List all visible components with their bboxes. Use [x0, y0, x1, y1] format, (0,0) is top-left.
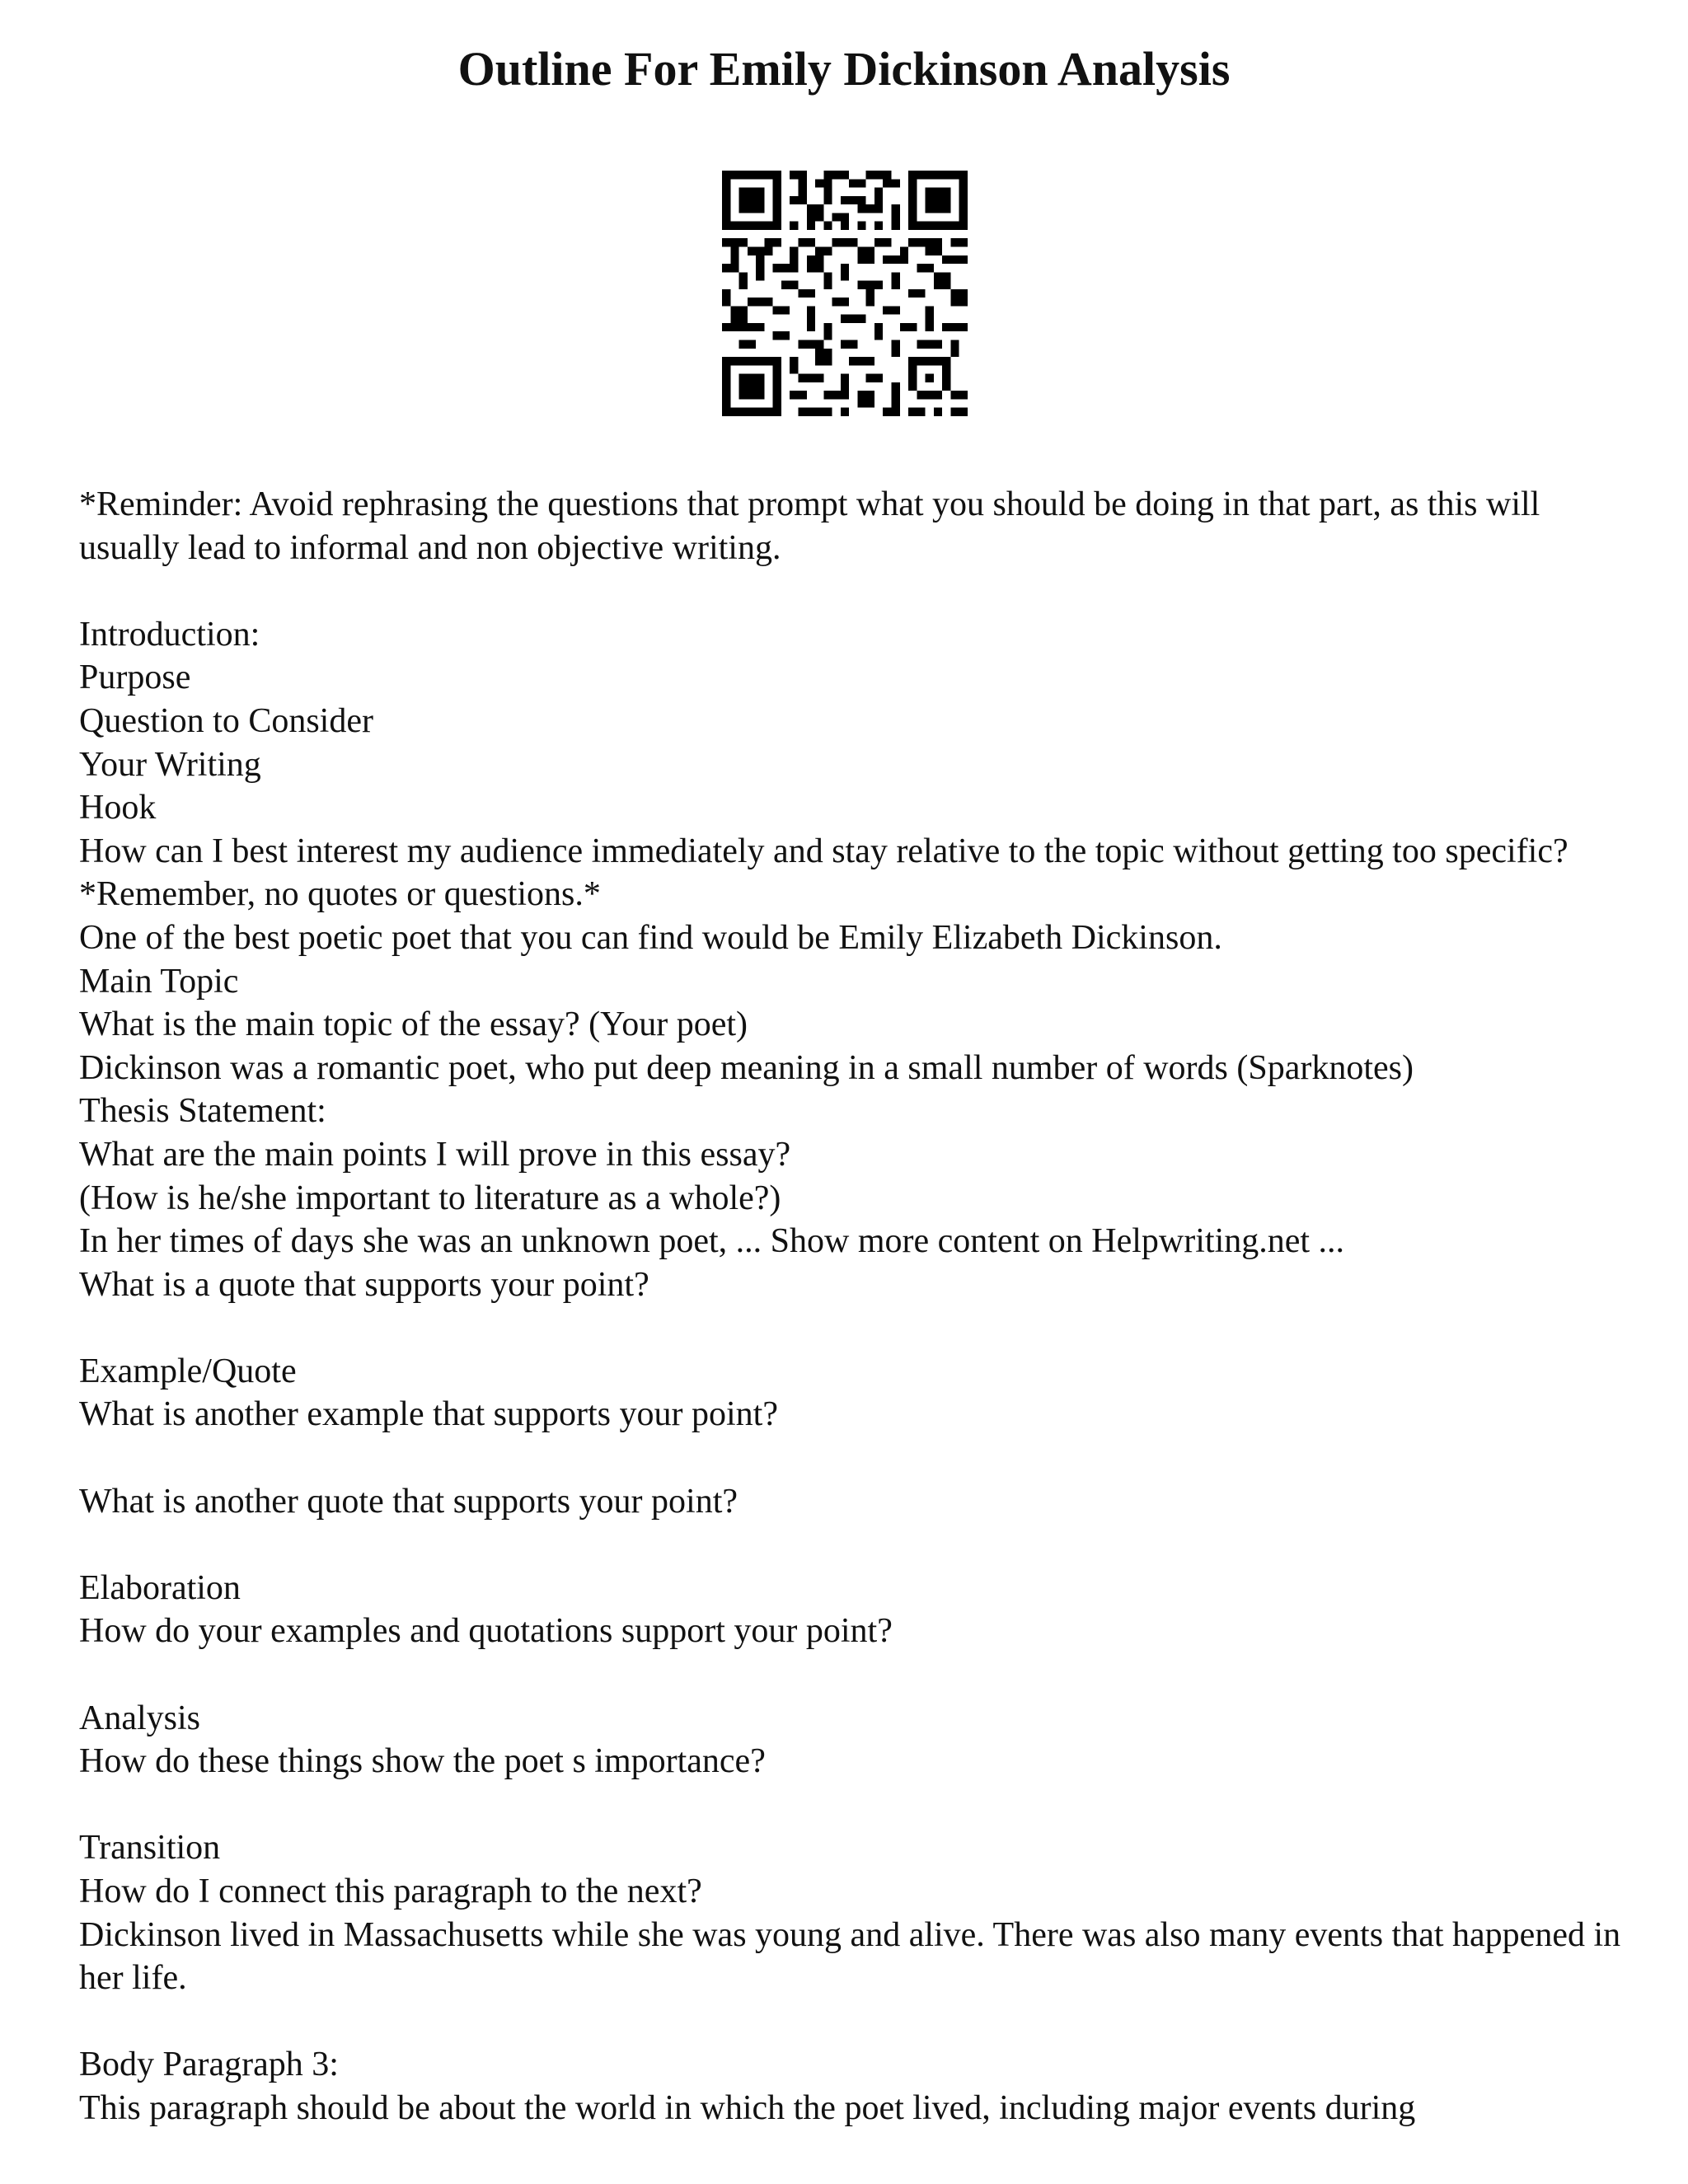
text-line: Your Writing	[79, 745, 261, 784]
blank-line	[79, 1523, 1629, 1567]
text-line: Main Topic	[79, 962, 239, 1001]
text-line: What are the main points I will prove in this essay?	[79, 1135, 791, 1174]
text-line: Introduction:	[79, 615, 260, 654]
text-line: Question to Consider	[79, 701, 373, 740]
text-line: Dickinson was a romantic poet, who put deep meaning in a small number of words (Sparknotes)	[79, 1048, 1414, 1087]
text-line: How do these things show the poet s importance?	[79, 1742, 766, 1781]
text-line: Dickinson lived in Massachusetts while she was young and alive. There was also many events that happened in her life.	[79, 1915, 1621, 1998]
text-line: What is another example that supports your point?	[79, 1395, 778, 1434]
text-line: Hook	[79, 789, 157, 827]
text-line: This paragraph should be about the world in which the poet lived, including major events during	[79, 2088, 1416, 2127]
text-line: Analysis	[79, 1699, 200, 1737]
text-line: What is a quote that supports your point?	[79, 1265, 649, 1304]
text-line: Transition	[79, 1829, 221, 1868]
blank-line	[79, 2000, 1629, 2044]
text-line: In her times of days she was an unknown poet, ... Show more content on Helpwriting.net ...	[79, 1222, 1345, 1261]
text-line: How do I connect this paragraph to the next?	[79, 1872, 702, 1910]
text-line: One of the best poetic poet that you can find would be Emily Elizabeth Dickinson.	[79, 918, 1222, 957]
blank-line	[79, 569, 1629, 613]
document-body	[79, 483, 1629, 2130]
blank-line	[79, 1653, 1629, 1697]
text-line: *Remember, no quotes or questions.*	[79, 875, 601, 914]
text-line: Thesis Statement:	[79, 1092, 326, 1131]
blank-line	[79, 1306, 1629, 1350]
qr-code-icon	[722, 171, 968, 416]
text-line: What is another quote that supports your point?	[79, 1482, 738, 1521]
text-line: What is the main topic of the essay? (Your poet)	[79, 1005, 748, 1044]
text-line: Example/Quote	[79, 1352, 297, 1390]
text-line: Elaboration	[79, 1568, 241, 1607]
text-line: How do your examples and quotations support your point?	[79, 1612, 893, 1651]
text-line: How can I best interest my audience immediately and stay relative to the topic without getting too specific?	[79, 832, 1568, 870]
text-line: (How is he/she important to literature as a whole?)	[79, 1179, 781, 1217]
document-title: Outline For Emily Dickinson Analysis	[457, 42, 1231, 96]
blank-line	[79, 1436, 1629, 1480]
blank-line	[79, 1783, 1629, 1827]
text-line: *Reminder: Avoid rephrasing the questions that prompt what you should be doing in that part, as this will usually lead to informal and non objective writing.	[79, 485, 1540, 567]
text-line: Body Paragraph 3:	[79, 2046, 339, 2084]
text-line: Purpose	[79, 658, 191, 697]
